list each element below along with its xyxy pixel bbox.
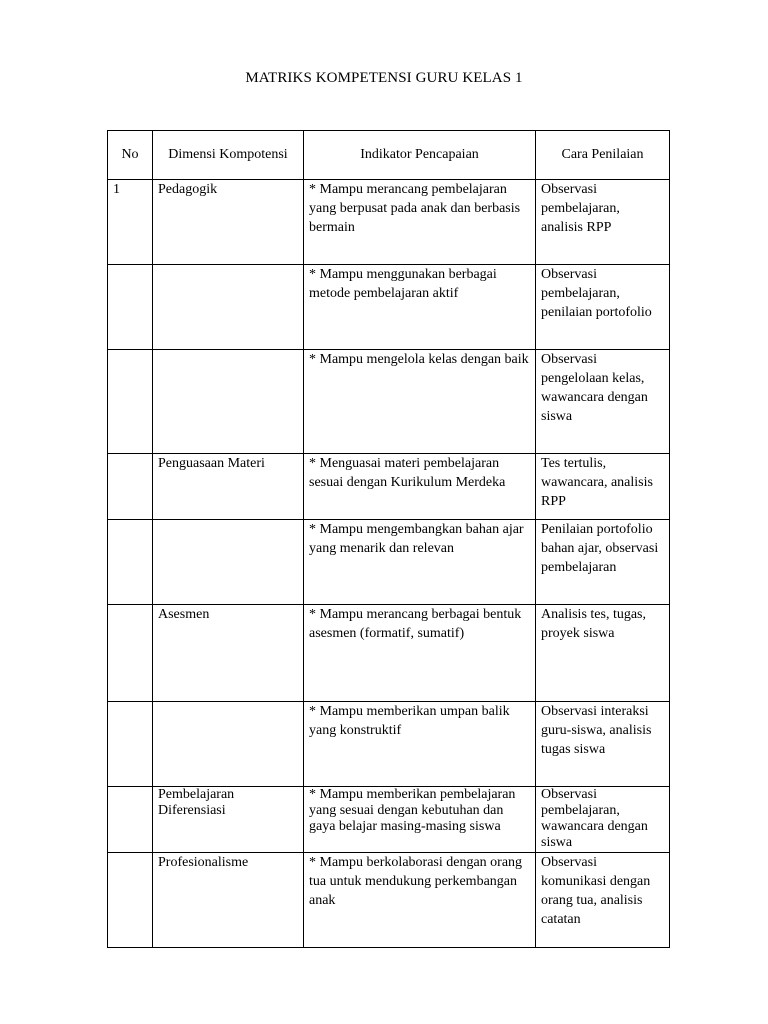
cell-dimensi — [153, 265, 304, 350]
cell-dimensi: Pembelajaran Diferensiasi — [153, 787, 304, 853]
cell-no — [108, 702, 153, 787]
cell-indikator: * Mampu mengembangkan bahan ajar yang menarik dan relevan — [304, 520, 536, 605]
table-row — [108, 702, 670, 787]
cell-no — [108, 853, 153, 948]
cell-indikator: * Mampu berkolaborasi dengan orang tua untuk mendukung perkembangan anak — [304, 853, 536, 948]
cell-indikator: * Menguasai materi pembelajaran sesuai dengan Kurikulum Merdeka — [304, 454, 536, 520]
table-row — [108, 350, 670, 454]
cell-no: 1 — [108, 180, 153, 265]
cell-cara-penilaian: Observasi pembelajaran, wawancara dengan siswa — [536, 787, 670, 853]
table-row — [108, 605, 670, 702]
table-row — [108, 520, 670, 605]
cell-cara-penilaian: Observasi komunikasi dengan orang tua, analisis catatan — [536, 853, 670, 948]
cell-dimensi — [153, 520, 304, 605]
cell-no — [108, 605, 153, 702]
cell-dimensi — [153, 350, 304, 454]
cell-indikator: * Mampu menggunakan berbagai metode pembelajaran aktif — [304, 265, 536, 350]
table-row — [108, 454, 670, 520]
cell-cara-penilaian: Penilaian portofolio bahan ajar, observasi pembelajaran — [536, 520, 670, 605]
cell-no — [108, 265, 153, 350]
cell-indikator: * Mampu mengelola kelas dengan baik — [304, 350, 536, 454]
cell-dimensi: Asesmen — [153, 605, 304, 702]
cell-cara-penilaian: Observasi pembelajaran, penilaian portofolio — [536, 265, 670, 350]
cell-cara-penilaian: Observasi interaksi guru-siswa, analisis tugas siswa — [536, 702, 670, 787]
cell-cara-penilaian: Observasi pembelajaran, analisis RPP — [536, 180, 670, 265]
cell-indikator: * Mampu merancang berbagai bentuk asesmen (formatif, sumatif) — [304, 605, 536, 702]
competency-matrix-table — [107, 130, 670, 948]
cell-indikator: * Mampu memberikan umpan balik yang konstruktif — [304, 702, 536, 787]
header-no: No — [108, 131, 153, 180]
cell-no — [108, 787, 153, 853]
cell-cara-penilaian: Observasi pengelolaan kelas, wawancara dengan siswa — [536, 350, 670, 454]
cell-dimensi: Penguasaan Materi — [153, 454, 304, 520]
cell-no — [108, 520, 153, 605]
cell-cara-penilaian: Analisis tes, tugas, proyek siswa — [536, 605, 670, 702]
cell-no — [108, 350, 153, 454]
cell-dimensi: Pedagogik — [153, 180, 304, 265]
cell-cara-penilaian: Tes tertulis, wawancara, analisis RPP — [536, 454, 670, 520]
table-row — [108, 265, 670, 350]
table-row — [108, 853, 670, 948]
header-dimensi: Dimensi Kompotensi — [153, 131, 304, 180]
header-cara-penilaian: Cara Penilaian — [536, 131, 670, 180]
header-indikator: Indikator Pencapaian — [304, 131, 536, 180]
page-title: MATRIKS KOMPETENSI GURU KELAS 1 — [245, 70, 523, 86]
table-row — [108, 180, 670, 265]
cell-indikator: * Mampu memberikan pembelajaran yang sesuai dengan kebutuhan dan gaya belajar masing-masing siswa — [304, 787, 536, 853]
cell-no — [108, 454, 153, 520]
cell-dimensi: Profesionalisme — [153, 853, 304, 948]
table-header-row — [108, 131, 670, 180]
cell-dimensi — [153, 702, 304, 787]
cell-indikator: * Mampu merancang pembelajaran yang berpusat pada anak dan berbasis bermain — [304, 180, 536, 265]
table-row — [108, 787, 670, 853]
